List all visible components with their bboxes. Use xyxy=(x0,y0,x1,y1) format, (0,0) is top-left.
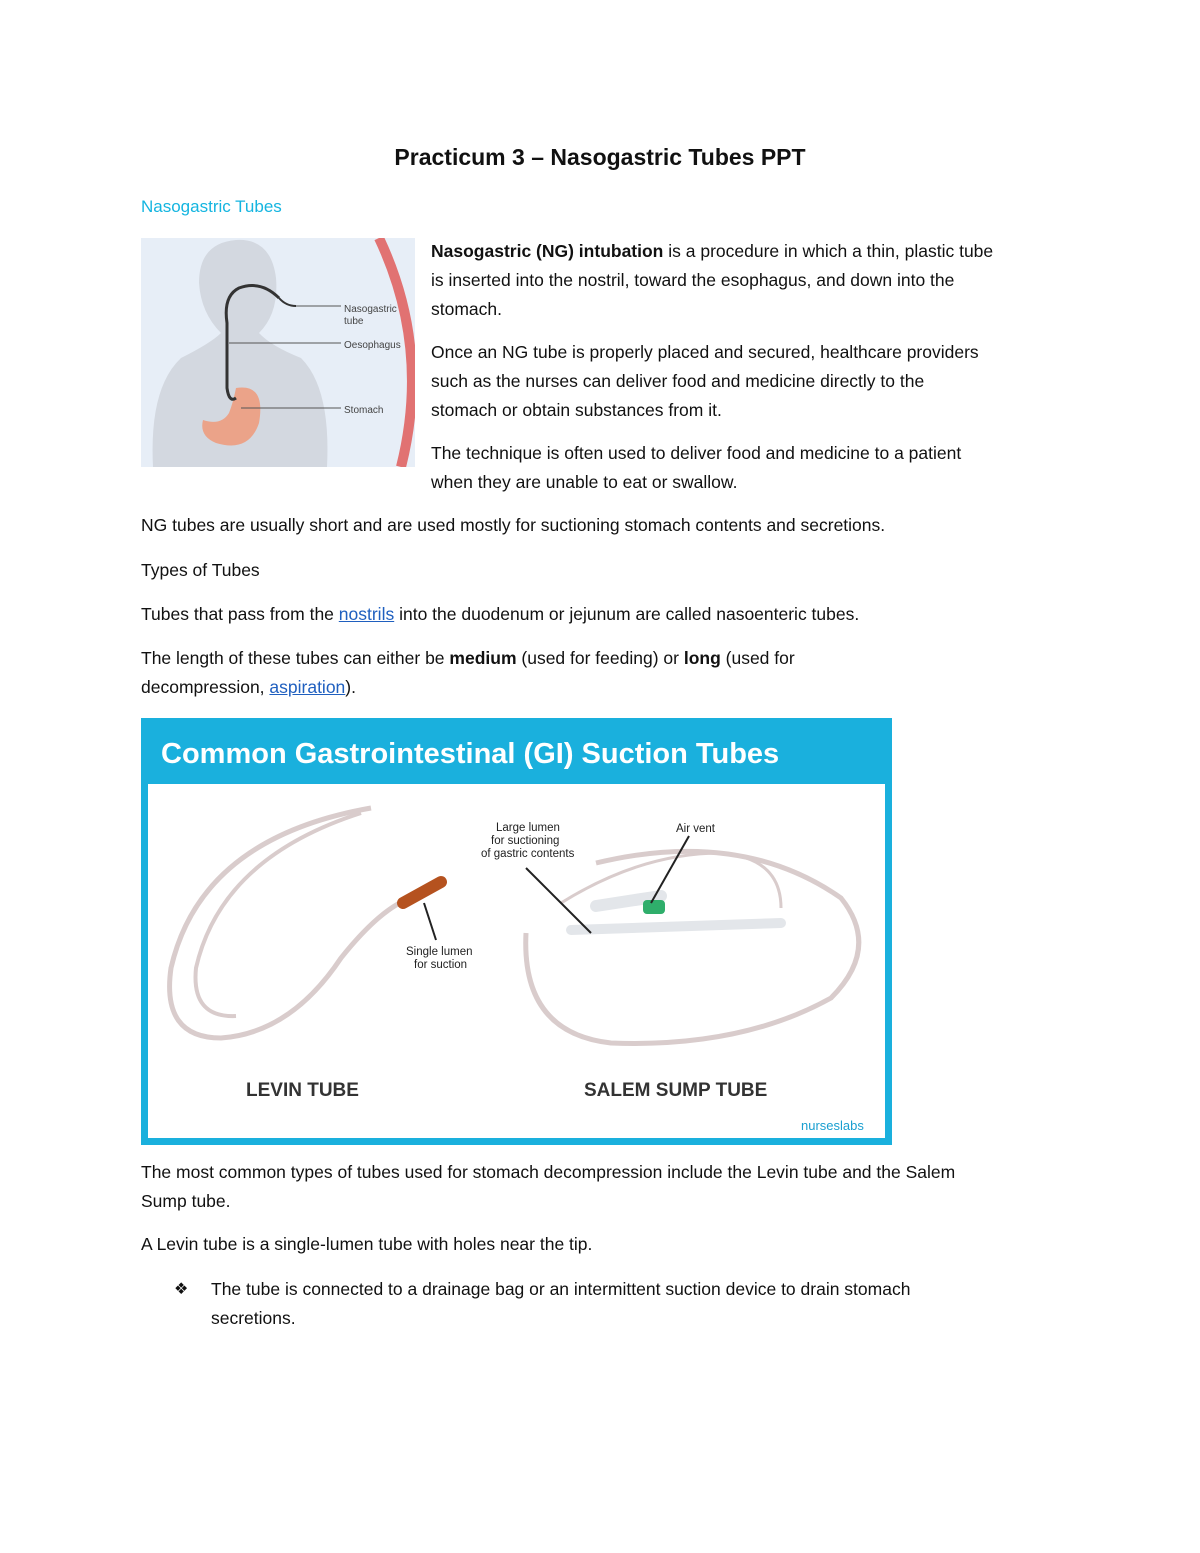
ng-intubation-term: Nasogastric (NG) intubation xyxy=(431,241,664,261)
nasoenteric-paragraph: Tubes that pass from the nostrils into the duodenum or jejunum are called nasoenteric tubes. xyxy=(141,604,860,624)
diamond-bullet-icon: ❖ xyxy=(174,1281,189,1298)
label-stomach: Stomach xyxy=(344,405,384,416)
nostrils-link[interactable]: nostrils xyxy=(338,604,395,624)
intro-paragraph-1: Nasogastric (NG) intubation is a procedure in which a thin, plastic tube is inserted into the nostril, toward the esophagus, and down into the stomach. xyxy=(431,241,994,319)
nurseslabs-logo: nurseslabs xyxy=(801,1118,864,1133)
ng-short-paragraph: NG tubes are usually short and are used mostly for suctioning stomach contents and secretions. xyxy=(141,515,886,535)
salem-sump-tube-label: SALEM SUMP TUBE xyxy=(584,1080,768,1101)
large-lumen-label: Large lumen xyxy=(496,822,560,834)
label-nasogastric: Nasogastric xyxy=(344,304,397,315)
gastric-contents-label: of gastric contents xyxy=(481,848,575,860)
for-suction-label: for suction xyxy=(414,959,468,971)
section-heading: Nasogastric Tubes xyxy=(141,197,282,216)
length-paragraph: The length of these tubes can either be medium (used for feeding) or long (used for decompression, aspiration). xyxy=(141,648,795,697)
document-title: Practicum 3 – Nasogastric Tubes PPT xyxy=(394,144,806,170)
types-heading: Types of Tubes xyxy=(141,560,260,580)
levin-tube-label: LEVIN TUBE xyxy=(246,1080,359,1101)
levin-paragraph: A Levin tube is a single-lumen tube with holes near the tip. xyxy=(141,1234,593,1254)
figure-banner-title: Common Gastrointestinal (GI) Suction Tubes xyxy=(161,738,780,770)
air-vent-label: Air vent xyxy=(676,823,715,835)
intro-paragraph-2: Once an NG tube is properly placed and secured, healthcare providers such as the nurses can deliver food and medicine directly to the stomach or obtain substances from it. xyxy=(431,342,979,420)
common-types-paragraph: The most common types of tubes used for stomach decompression include the Levin tube and the Salem Sump tube. xyxy=(141,1162,956,1211)
label-tube: tube xyxy=(344,316,364,327)
aspiration-link[interactable]: aspiration xyxy=(269,677,346,697)
label-oesophagus: Oesophagus xyxy=(344,340,401,351)
gi-suction-tubes-figure xyxy=(141,718,892,1145)
bullet-paragraph: The tube is connected to a drainage bag or an intermittent suction device to drain stomach secretions. xyxy=(211,1279,911,1328)
ng-tube-anatomy-figure xyxy=(141,238,415,467)
for-suctioning-label: for suctioning xyxy=(491,835,560,847)
single-lumen-label: Single lumen xyxy=(406,946,473,958)
intro-paragraph-3: The technique is often used to deliver food and medicine to a patient when they are unable to eat or swallow. xyxy=(431,443,962,492)
